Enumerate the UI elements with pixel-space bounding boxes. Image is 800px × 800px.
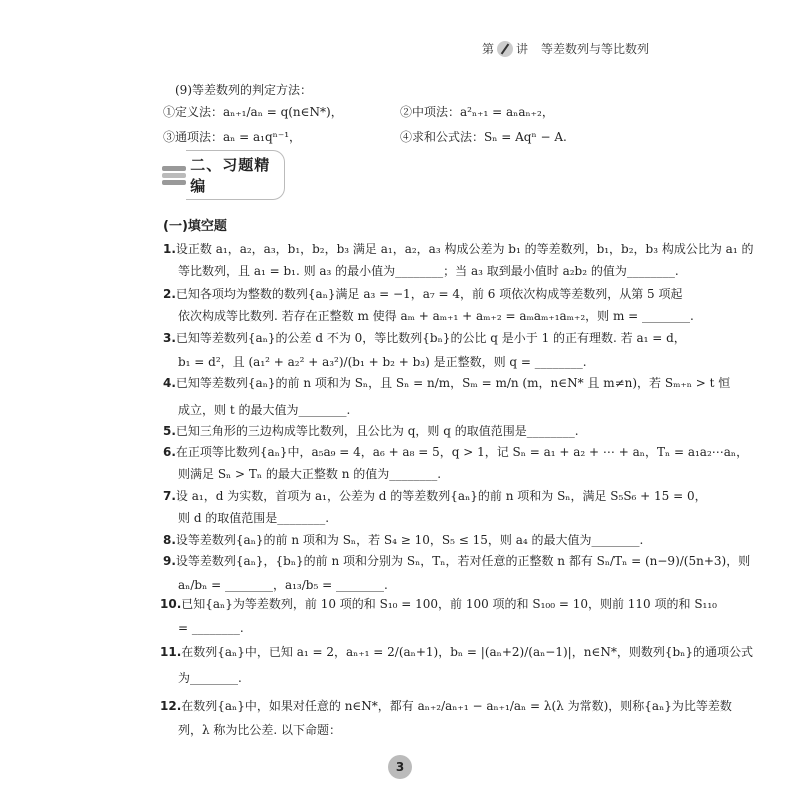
question-number: 1. <box>163 242 176 256</box>
question-line <box>178 620 244 636</box>
question-line <box>163 532 643 548</box>
subsection-title: (一)填空题 <box>163 219 227 234</box>
question-line <box>163 375 730 391</box>
question-text: = ________. <box>178 621 244 635</box>
question-line <box>163 423 579 439</box>
question-line <box>160 644 753 660</box>
lecture-number-badge <box>497 41 513 57</box>
question-text: 在数列{aₙ}中，已知 a₁ = 2，aₙ₊₁ = 2/(aₙ+1)，bₙ = |(aₙ+2)/(aₙ−1)|，n∈N*，则数列{bₙ}的通项公式 <box>181 645 753 659</box>
question-line <box>160 698 732 714</box>
section-title: 二、习题精编 <box>186 150 285 200</box>
page-number: 3 <box>388 755 412 779</box>
question-number: 2. <box>163 287 176 301</box>
question-number: 12. <box>160 699 182 713</box>
section-banner <box>160 156 285 195</box>
question-line <box>178 263 679 279</box>
question-number: 3. <box>163 331 176 345</box>
running-header <box>482 40 649 57</box>
question-text: 设等差数列{aₙ}，{bₙ}的前 n 项和分别为 Sₙ，Tₙ，若对任意的正整数 n 都有 Sₙ/Tₙ = (n−9)/(5n+3)，则 <box>175 554 751 568</box>
question-text: 设等差数列{aₙ}的前 n 项和为 Sₙ，若 S₄ ≥ 10，S₅ ≤ 15，则 a₄ 的最大值为________. <box>175 533 644 547</box>
question-text: 已知各项均为整数的数列{aₙ}满足 a₃ = −1，a₇ = 4，前 6 项依次构成等差数列，从第 5 项起 <box>175 287 683 301</box>
question-number: 4. <box>163 376 176 390</box>
question-text: 则满足 Sₙ > Tₙ 的最大正整数 n 的值为________. <box>178 467 442 481</box>
question-number: 10. <box>160 597 182 611</box>
question-text: b₁ = d²，且 (a₁² + a₂² + a₃²)/(b₁ + b₂ + b₃) 是正整数，则 q = ________. <box>178 355 587 369</box>
method-4: ④求和公式法：Sₙ = Aqⁿ − A. <box>400 130 567 144</box>
question-line <box>163 241 753 257</box>
question-line <box>178 402 350 418</box>
question-line <box>178 670 242 686</box>
question-text: 依次构成等比数列. 若存在正整数 m 使得 aₘ + aₘ₊₁ + aₘ₊₂ = aₘaₘ₊₁aₘ₊₂，则 m = ________. <box>178 309 694 323</box>
question-number: 6. <box>163 445 176 459</box>
question-text: 等比数列，且 a₁ = b₁. 则 a₃ 的最小值为________；当 a₃ 取到最小值时 a₂b₂ 的值为________. <box>178 264 679 278</box>
question-line <box>163 286 683 302</box>
question-line <box>160 596 717 612</box>
question-number: 5. <box>163 424 176 438</box>
question-text: 在数列{aₙ}中，如果对任意的 n∈N*，都有 aₙ₊₂/aₙ₊₁ − aₙ₊₁/aₙ = λ(λ 为常数)，则称{aₙ}为比等差数 <box>181 699 732 713</box>
question-text: 已知等差数列{aₙ}的前 n 项和为 Sₙ，且 Sₙ = n/m，Sₘ = m/n (m，n∈N* 且 m≠n)，若 Sₘ₊ₙ > t 恒 <box>175 376 731 390</box>
method-3: ③通项法：aₙ = a₁qⁿ⁻¹， <box>163 130 302 144</box>
header-prefix: 第 <box>482 42 495 56</box>
question-line <box>178 466 441 482</box>
question-number: 9. <box>163 554 176 568</box>
question-number: 11. <box>160 645 182 659</box>
header-suffix: 讲 <box>516 42 529 56</box>
question-line <box>178 308 694 324</box>
question-text: 为________. <box>178 671 242 685</box>
question-text: 设正数 a₁，a₂，a₃，b₁，b₂，b₃ 满足 a₁，a₂，a₃ 构成公差为 b₁ 的等差数列，b₁，b₂，b₃ 构成公比为 a₁ 的 <box>175 242 754 256</box>
question-line <box>163 488 707 504</box>
question-text: 已知等差数列{aₙ}的公差 d 不为 0，等比数列{bₙ}的公比 q 是小于 1 的正有理数. 若 a₁ = d， <box>175 331 686 345</box>
question-text: 在正项等比数列{aₙ}中，a₅a₉ = 4，a₆ + a₈ = 5，q > 1，记 Sₙ = a₁ + a₂ + ⋯ + aₙ，Tₙ = a₁a₂⋯aₙ， <box>175 445 749 459</box>
question-text: 已知三角形的三边构成等比数列，且公比为 q，则 q 的取值范围是________. <box>175 424 579 438</box>
question-line <box>163 553 750 569</box>
question-text: aₙ/bₙ = ________，a₁₃/b₅ = ________. <box>178 578 388 592</box>
question-text: 设 a₁，d 为实数，首项为 a₁，公差为 d 的等差数列{aₙ}的前 n 项和为 Sₙ，满足 S₅S₆ + 15 = 0， <box>175 489 707 503</box>
question-number: 8. <box>163 533 176 547</box>
question-line <box>178 577 388 593</box>
question-line <box>178 722 341 738</box>
question-text: 已知{aₙ}为等差数列，前 10 项的和 S₁₀ = 100，前 100 项的和 S₁₀₀ = 10，则前 110 项的和 S₁₁₀ <box>181 597 717 611</box>
question-line <box>178 354 587 370</box>
intro-heading: (9)等差数列的判定方法： <box>175 83 312 97</box>
question-line <box>178 510 329 526</box>
question-number: 7. <box>163 489 176 503</box>
method-1: ①定义法：aₙ₊₁/aₙ = q(n∈N*)， <box>163 105 343 119</box>
header-title: 等差数列与等比数列 <box>541 42 650 56</box>
question-line <box>163 444 748 460</box>
books-icon <box>160 163 186 187</box>
question-line <box>163 330 686 346</box>
question-text: 成立，则 t 的最大值为________. <box>178 403 351 417</box>
method-2: ②中项法：a²ₙ₊₁ = aₙaₙ₊₂， <box>400 105 554 119</box>
question-text: 则 d 的取值范围是________. <box>178 511 330 525</box>
question-text: 列，λ 称为比公差. 以下命题： <box>178 723 342 737</box>
